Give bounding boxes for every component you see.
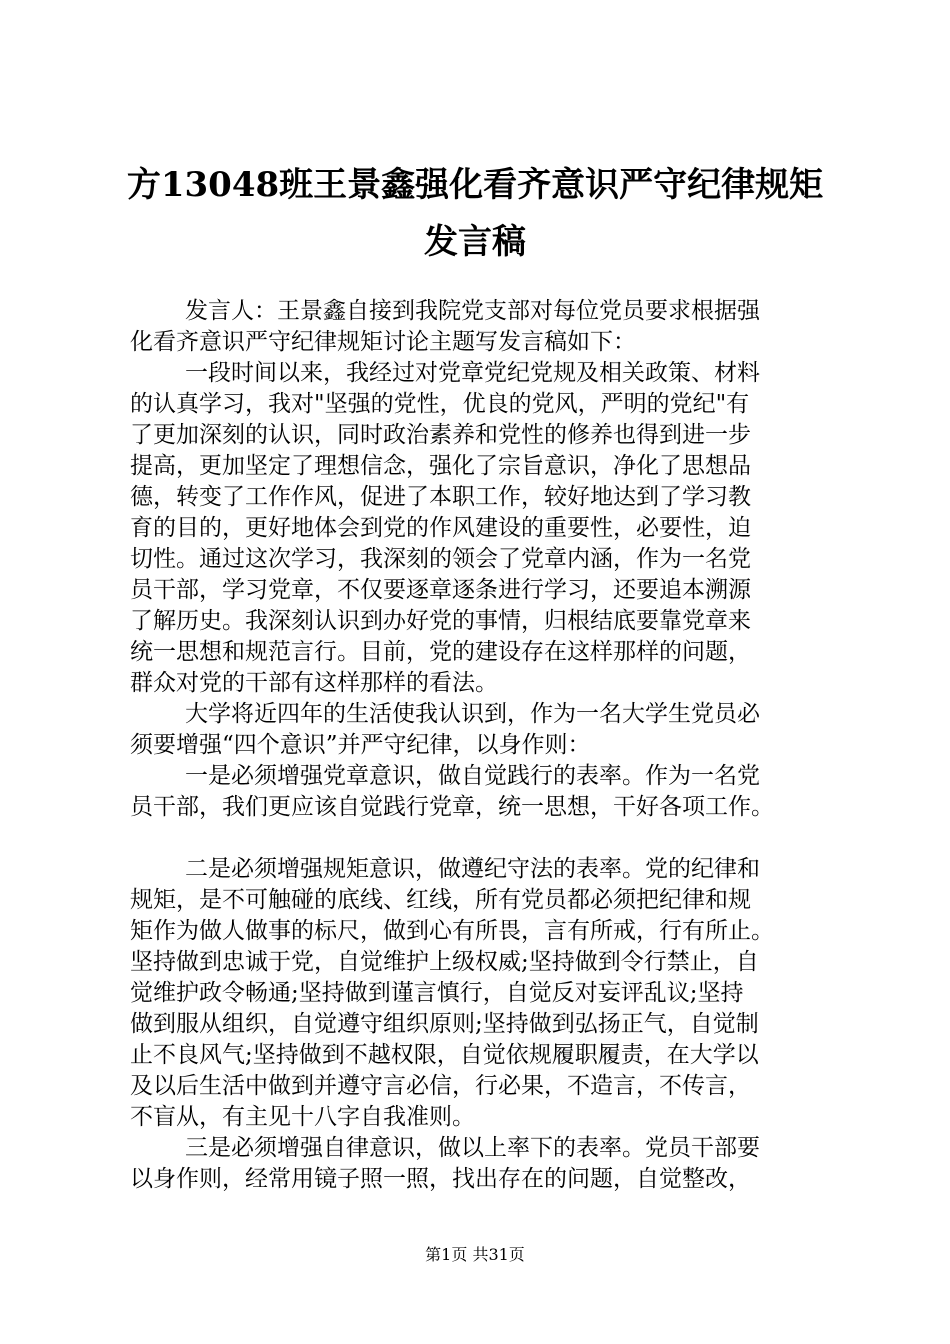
- body-line: 一是必须增强党章意识，做自觉践行的表率。作为一名党: [185, 763, 760, 789]
- body-line: 员干部，学习党章，不仅要逐章逐条进行学习，还要追本溯源: [130, 577, 751, 603]
- body-line: 化看齐意识严守纪律规矩讨论主题写发言稿如下：: [130, 329, 636, 355]
- body-line: 以身作则，经常用镜子照一照，找出存在的问题，自觉整改，: [130, 1166, 751, 1192]
- body-line: 及以后生活中做到并遵守言必信，行必果，不造言，不传言，: [130, 1073, 751, 1099]
- body-line: 大学将近四年的生活使我认识到，作为一名大学生党员必: [185, 701, 760, 727]
- body-line: 提高，更加坚定了理想信念，强化了宗旨意识，净化了思想品: [130, 453, 751, 479]
- body-line: 了解历史。我深刻认识到办好党的事情，归根结底要靠党章来: [130, 608, 751, 634]
- document-body: [130, 296, 830, 1195]
- body-line: 切性。通过这次学习，我深刻的领会了党章内涵，作为一名党: [130, 546, 751, 572]
- body-line: 二是必须增强规矩意识，做遵纪守法的表率。党的纪律和: [185, 856, 760, 882]
- page-footer: 第1页 共31页: [425, 1245, 525, 1264]
- body-line: 不盲从，有主见十八字自我准则。: [130, 1104, 475, 1130]
- body-line: 坚持做到忠诚于党，自觉维护上级权威;坚持做到令行禁止，自: [130, 949, 759, 975]
- body-line: 的认真学习，我对"坚强的党性，优良的党风，严明的党纪"有: [130, 391, 750, 417]
- body-line: 矩作为做人做事的标尺，做到心有所畏，言有所戒，行有所止。: [130, 918, 774, 944]
- body-line: 觉维护政令畅通;坚持做到谨言慎行，自觉反对妄评乱议;坚持: [130, 980, 744, 1006]
- body-line: 发言人：王景鑫自接到我院党支部对每位党员要求根据强: [185, 298, 760, 324]
- document-title-line-1: 方13048班王景鑫强化看齐意识严守纪律规矩: [126, 165, 824, 205]
- body-line: 员干部，我们更应该自觉践行党章，统一思想，干好各项工作。: [130, 794, 774, 820]
- body-line: 群众对党的干部有这样那样的看法。: [130, 670, 498, 696]
- body-line: 育的目的，更好地体会到党的作风建设的重要性，必要性，迫: [130, 515, 751, 541]
- body-line: 德，转变了工作作风，促进了本职工作，较好地达到了学习教: [130, 484, 751, 510]
- body-line: 一段时间以来，我经过对党章党纪党规及相关政策、材料: [185, 360, 760, 386]
- document-title-line-2: 发言稿: [424, 222, 526, 262]
- body-line: 做到服从组织，自觉遵守组织原则;坚持做到弘扬正气，自觉制: [130, 1011, 759, 1037]
- body-line: 统一思想和规范言行。目前，党的建设存在这样那样的问题，: [130, 639, 751, 665]
- body-line: 须要增强“四个意识”并严守纪律，以身作则：: [130, 732, 591, 758]
- body-line: 止不良风气;坚持做到不越权限，自觉依规履职履责，在大学以: [130, 1042, 759, 1068]
- body-line: 三是必须增强自律意识，做以上率下的表率。党员干部要: [185, 1135, 760, 1161]
- body-line: 规矩，是不可触碰的底线、红线，所有党员都必须把纪律和规: [130, 887, 751, 913]
- body-line: 了更加深刻的认识，同时政治素养和党性的修养也得到进一步: [130, 422, 751, 448]
- body-line: [130, 823, 830, 854]
